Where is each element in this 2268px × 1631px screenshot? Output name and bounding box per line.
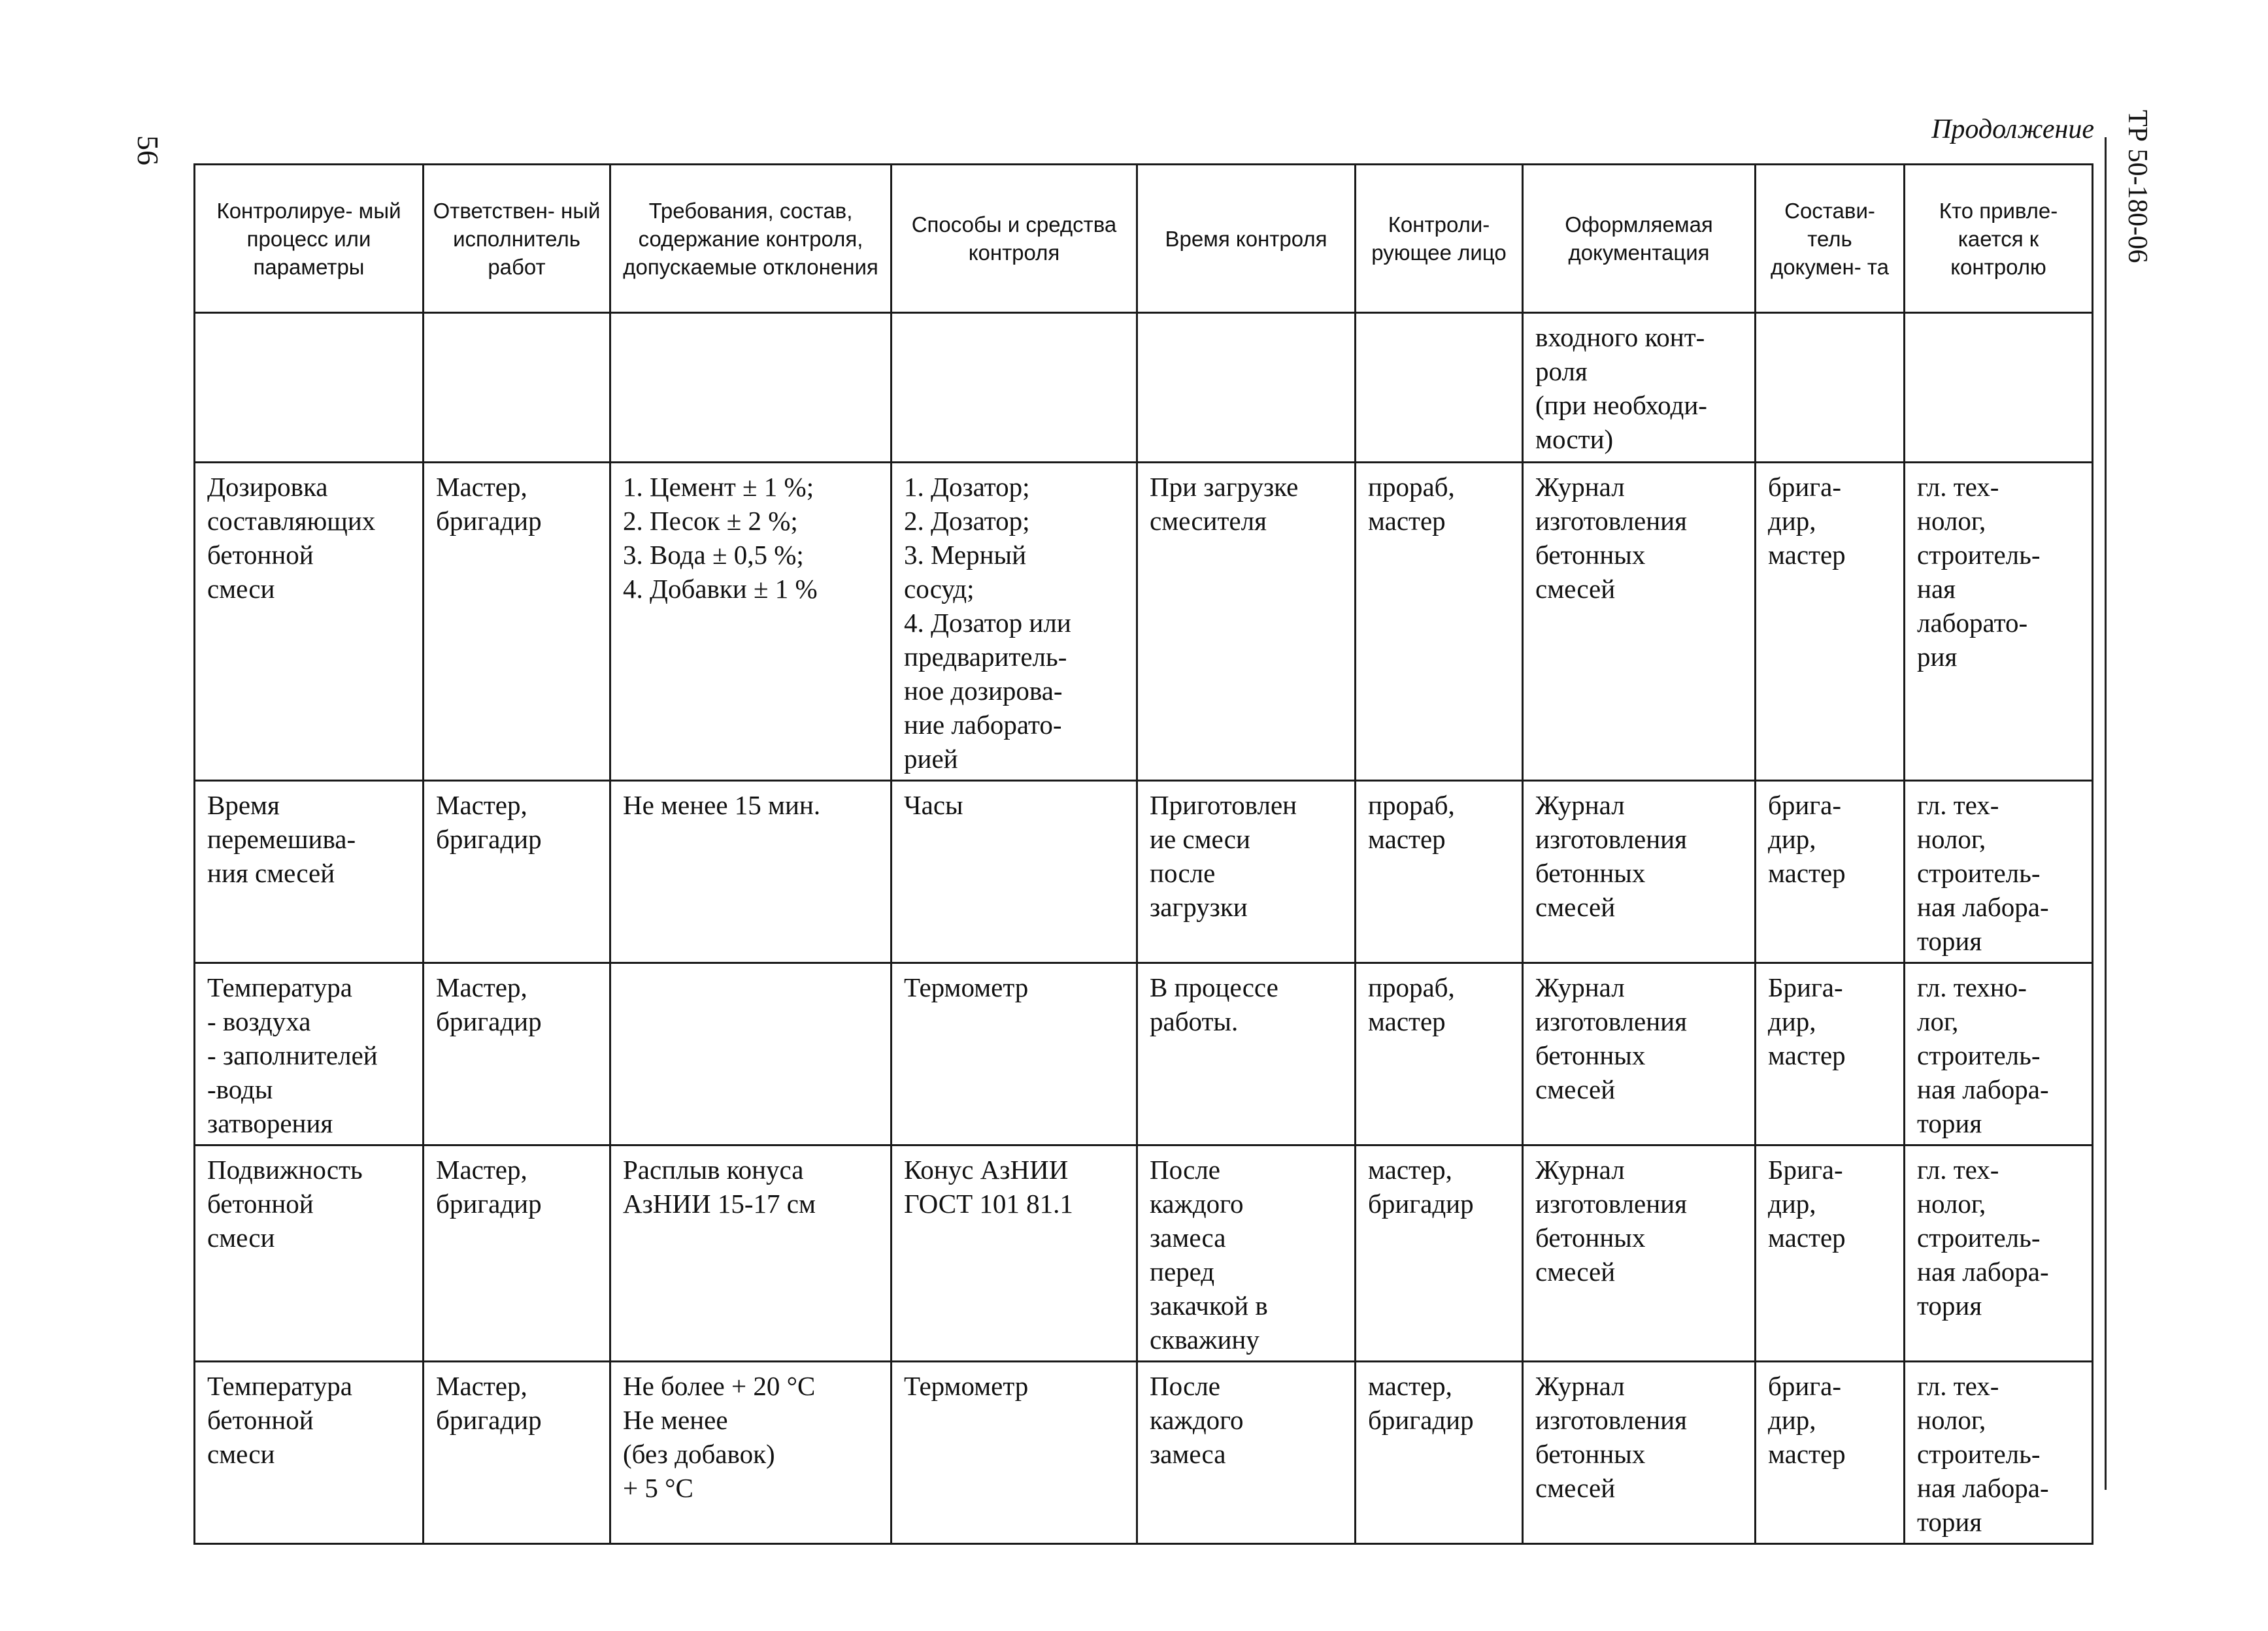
table-cell: прораб, мастер: [1356, 463, 1523, 781]
table-cell: брига- дир, мастер: [1756, 781, 1905, 963]
header-controlled-process: Контролируе- мый процесс или параметры: [195, 165, 424, 313]
table-cell: Подвижность бетонной смеси: [195, 1145, 424, 1362]
table-cell: Дозировка составляющих бетонной смеси: [195, 463, 424, 781]
table-cell: Мастер, бригадир: [424, 963, 610, 1145]
table-cell: Мастер, бригадир: [424, 1362, 610, 1544]
table-cell: Журнал изготовления бетонных смесей: [1523, 1145, 1756, 1362]
table-cell: Журнал изготовления бетонных смесей: [1523, 1362, 1756, 1544]
table-cell: Не менее 15 мин.: [610, 781, 892, 963]
table-cell: гл. тех- нолог, строитель- ная лаборато- рия: [1905, 463, 2093, 781]
table-cell: Брига- дир, мастер: [1756, 1145, 1905, 1362]
table-cell: Термометр: [892, 1362, 1137, 1544]
table-cell: [424, 313, 610, 463]
table-cell: Не более + 20 °С Не менее (без добавок) + 5 °С: [610, 1362, 892, 1544]
table-cell: [1356, 313, 1523, 463]
table-cell: Расплыв конуса АзНИИ 15-17 см: [610, 1145, 892, 1362]
table-cell: Температура бетонной смеси: [195, 1362, 424, 1544]
table-cell: входного конт- роля (при необходи- мости): [1523, 313, 1756, 463]
table-cell: [1756, 313, 1905, 463]
header-documentation: Оформляемая документация: [1523, 165, 1756, 313]
table-cell: В процессе работы.: [1137, 963, 1356, 1145]
table-cell: Часы: [892, 781, 1137, 963]
table-cell: Журнал изготовления бетонных смесей: [1523, 781, 1756, 963]
table-cell: брига- дир, мастер: [1756, 463, 1905, 781]
quality-control-table: [193, 163, 2093, 1545]
table-cell: Мастер, бригадир: [424, 781, 610, 963]
table-body: [195, 313, 2093, 1544]
table-cell: Конус АзНИИ ГОСТ 101 81.1: [892, 1145, 1137, 1362]
header-controlling-person: Контроли- рующее лицо: [1356, 165, 1523, 313]
table-cell: Приготовлен ие смеси после загрузки: [1137, 781, 1356, 963]
header-row: [195, 165, 2093, 313]
header-requirements: Требования, состав, содержание контроля, допускаемые отклонения: [610, 165, 892, 313]
table-cell: Мастер, бригадир: [424, 463, 610, 781]
table-cell: [892, 313, 1137, 463]
table-row: [195, 963, 2093, 1145]
table-cell: гл. тех- нолог, строитель- ная лабора- тория: [1905, 781, 2093, 963]
table-row: [195, 781, 2093, 963]
table-cell: [610, 313, 892, 463]
table-cell: гл. техно- лог, строитель- ная лабора- тория: [1905, 963, 2093, 1145]
header-document-author: Состави- тель докумен- та: [1756, 165, 1905, 313]
table-cell: 1. Цемент ± 1 %; 2. Песок ± 2 %; 3. Вода ± 0,5 %; 4. Добавки ± 1 %: [610, 463, 892, 781]
table-cell: гл. тех- нолог, строитель- ная лабора- тория: [1905, 1145, 2093, 1362]
table-header: [195, 165, 2093, 313]
document-code: ТР 50-180-06: [2122, 110, 2152, 263]
table-cell: При загрузке смесителя: [1137, 463, 1356, 781]
table-cell: [610, 963, 892, 1145]
table-cell: Время перемешива- ния смесей: [195, 781, 424, 963]
table-cell: После каждого замеса: [1137, 1362, 1356, 1544]
table-cell: мастер, бригадир: [1356, 1145, 1523, 1362]
header-control-time: Время контроля: [1137, 165, 1356, 313]
header-control-methods: Способы и средства контроля: [892, 165, 1137, 313]
table-cell: прораб, мастер: [1356, 963, 1523, 1145]
table-cell: Термометр: [892, 963, 1137, 1145]
table-cell: [1137, 313, 1356, 463]
table-row: [195, 463, 2093, 781]
header-responsible-executor: Ответствен- ный исполнитель работ: [424, 165, 610, 313]
table-cell: Брига- дир, мастер: [1756, 963, 1905, 1145]
table-cell: Журнал изготовления бетонных смесей: [1523, 963, 1756, 1145]
table-cell: [1905, 313, 2093, 463]
table-cell: Температура - воздуха - заполнителей -воды затворения: [195, 963, 424, 1145]
table-row: [195, 313, 2093, 463]
header-involved-parties: Кто привле- кается к контролю: [1905, 165, 2093, 313]
table-row: [195, 1362, 2093, 1544]
table-cell: 1. Дозатор; 2. Дозатор; 3. Мерный сосуд; 4. Дозатор или предваритель- ное дозирова- ние лаборато- рией: [892, 463, 1137, 781]
table-cell: мастер, бригадир: [1356, 1362, 1523, 1544]
table-cell: После каждого замеса перед закачкой в скважину: [1137, 1145, 1356, 1362]
page-number: 56: [131, 135, 165, 165]
table-cell: Мастер, бригадир: [424, 1145, 610, 1362]
continuation-label: Продолжение: [1931, 114, 2094, 144]
table-cell: брига- дир, мастер: [1756, 1362, 1905, 1544]
table-row: [195, 1145, 2093, 1362]
table-cell: [195, 313, 424, 463]
table-cell: гл. тех- нолог, строитель- ная лабора- тория: [1905, 1362, 2093, 1544]
table-cell: Журнал изготовления бетонных смесей: [1523, 463, 1756, 781]
table-cell: прораб, мастер: [1356, 781, 1523, 963]
margin-rule: [2105, 137, 2107, 1490]
